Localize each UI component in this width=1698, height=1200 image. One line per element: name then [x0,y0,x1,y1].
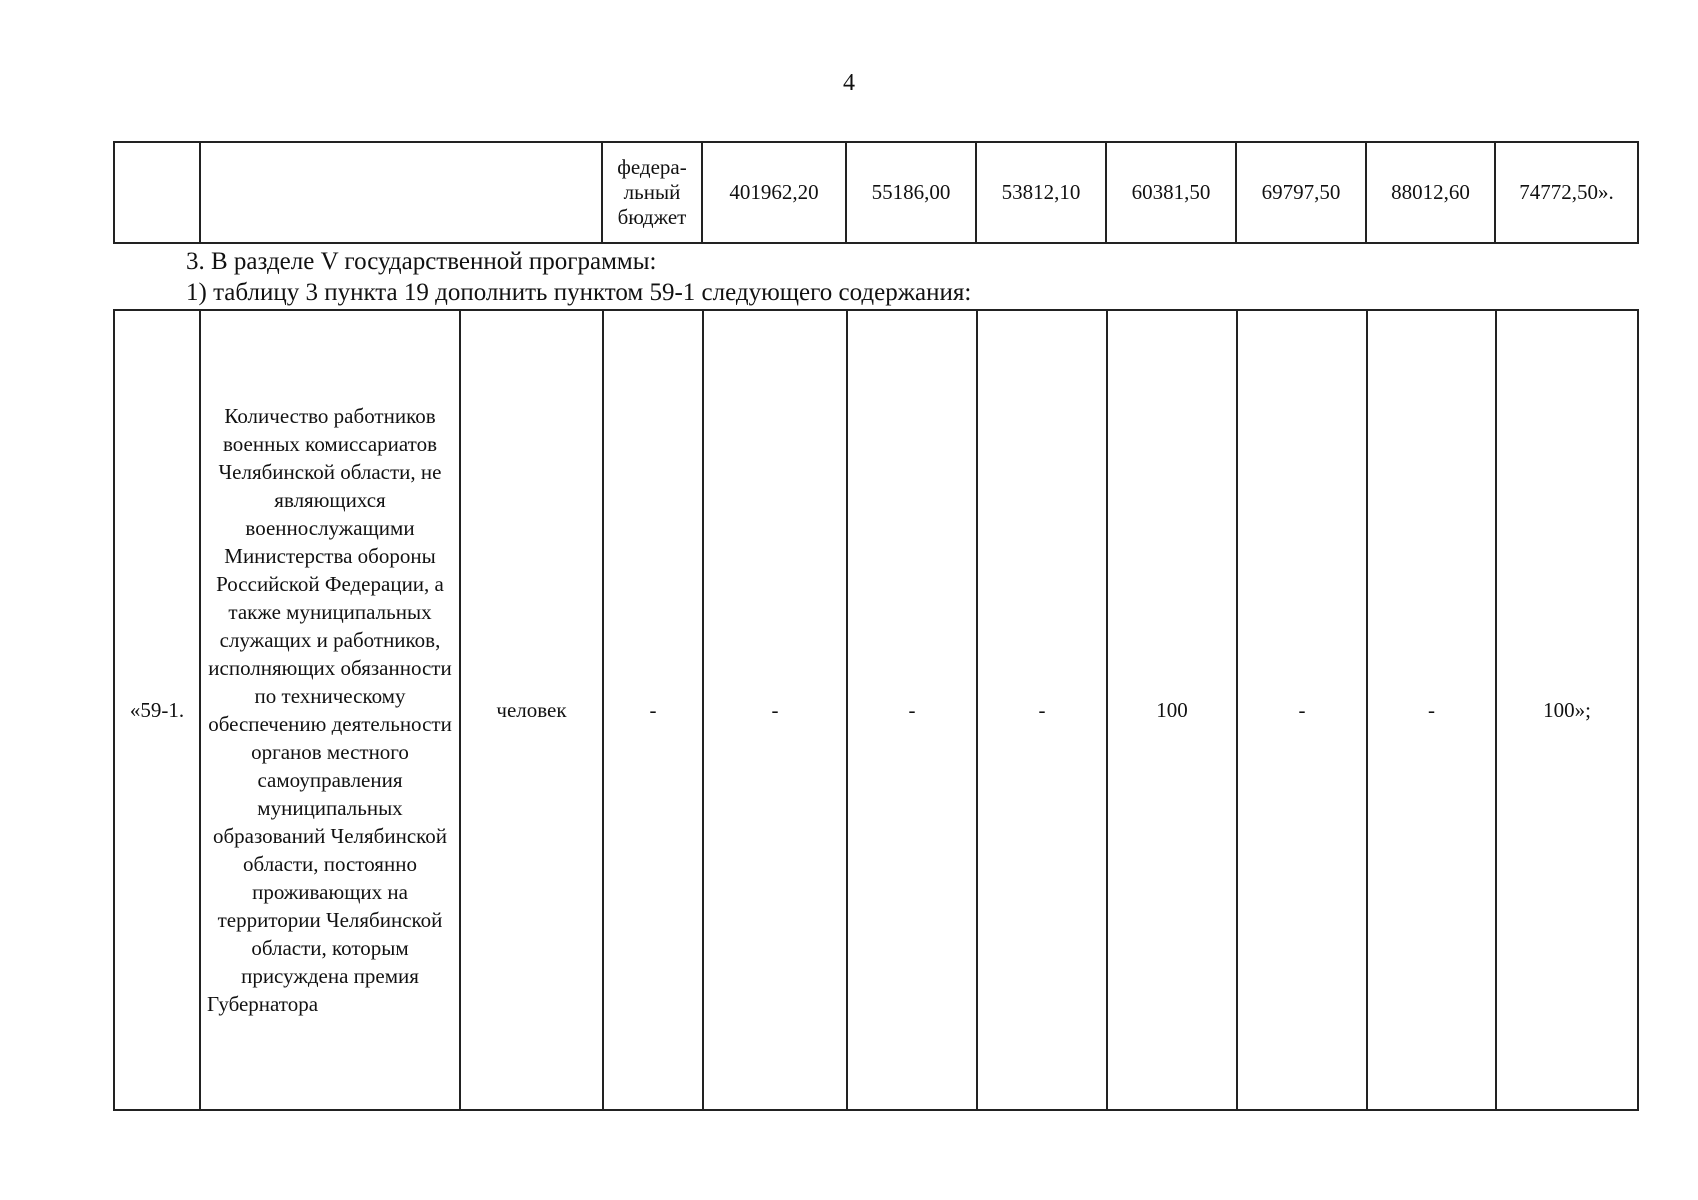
value-cell: - [847,310,977,1110]
indicator-description-cell: Количество работников военных комиссариатов Челябинской области, не являющихся военнослужащими Министерства обороны Российской Федерации, а также муниципальных служащих и работников, исполняющих обязанности по техническому обеспечению деятельности органов местного самоуправления муниципальных образований Челябинской области, постоянно проживающих на территории Челябинской области, которым присуждена премия Губернатора [200,310,460,1110]
paragraph-table-addition: 1) таблицу 3 пункта 19 дополнить пунктом 59-1 следующего содержания: [186,279,972,306]
year-value-cell: 88012,60 [1366,142,1495,243]
year-value-cell: 74772,50». [1495,142,1638,243]
value-cell: - [703,310,847,1110]
year-value-cell: 60381,50 [1106,142,1236,243]
paragraph-section-reference: 3. В разделе V государственной программы: [186,248,657,275]
value-cell: - [1237,310,1367,1110]
funding-source-cell: федера-льный бюджет [602,142,702,243]
indicators-table-fragment [113,309,1639,1111]
table-row [114,142,1638,243]
table-row [114,310,1638,1110]
value-cell: - [603,310,703,1110]
value-cell: - [977,310,1107,1110]
total-value-cell: 401962,20 [702,142,846,243]
item-number-cell: «59-1. [114,310,200,1110]
empty-cell [200,142,602,243]
value-cell: 100 [1107,310,1237,1110]
value-cell: 100»; [1496,310,1638,1110]
financing-table-fragment [113,141,1639,244]
empty-cell [114,142,200,243]
value-cell: - [1367,310,1496,1110]
year-value-cell: 55186,00 [846,142,976,243]
year-value-cell: 53812,10 [976,142,1106,243]
unit-cell: человек [460,310,603,1110]
page-number: 4 [843,70,855,96]
year-value-cell: 69797,50 [1236,142,1366,243]
